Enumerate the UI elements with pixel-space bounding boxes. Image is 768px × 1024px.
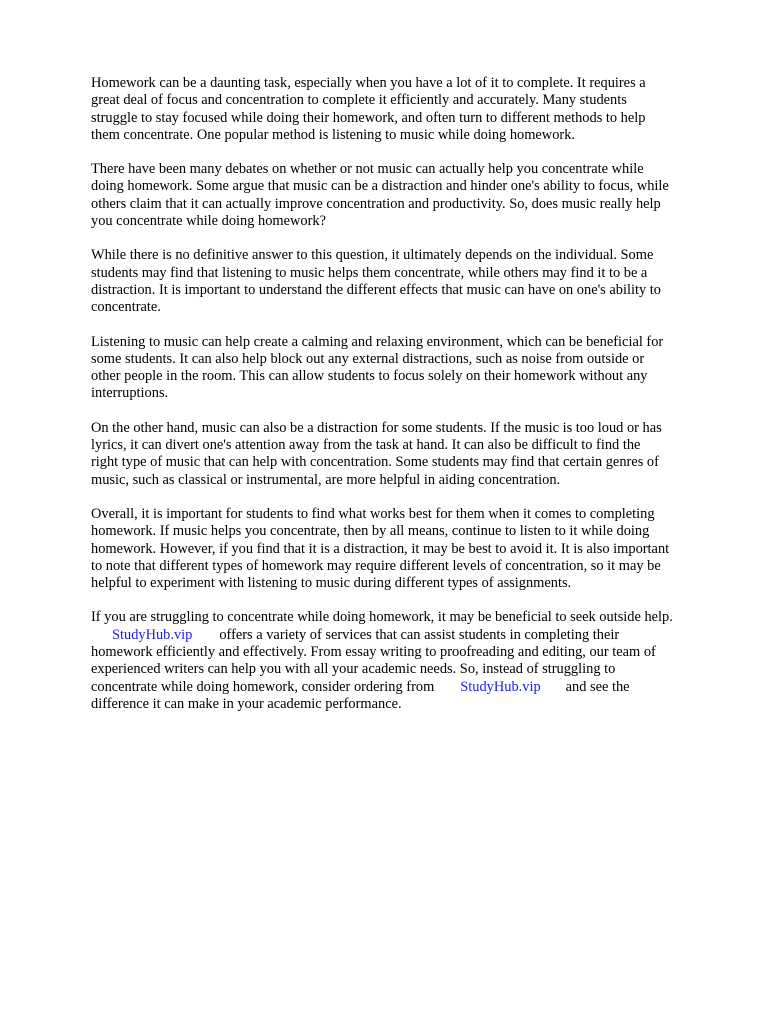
text-line: lyrics, it can divert one's attention away from the task at hand. It can also be difficult to find the <box>91 437 641 454</box>
text-line: Listening to music can help create a calming and relaxing environment, which can be beneficial for <box>91 333 664 350</box>
text-line: experienced writers can help you with all your academic needs. So, instead of struggling to <box>91 661 616 678</box>
studyhub-link-order[interactable]: StudyHub.vip <box>460 678 541 695</box>
text-line: to note that different types of homework may require different levels of concentration, so it may be <box>91 557 661 574</box>
text-segment: concentrate while doing homework, consider ordering from <box>91 678 435 695</box>
text-line: other people in the room. This can allow students to focus solely on their homework without any <box>91 368 648 385</box>
text-line: difference it can make in your academic performance. <box>91 695 402 712</box>
text-line: homework. If music helps you concentrate, then by all means, continue to listen to it while doing <box>91 523 650 540</box>
text-line: Homework can be a daunting task, especially when you have a lot of it to complete. It requires a <box>91 75 646 91</box>
paragraph-debates <box>91 161 731 230</box>
text-line: distraction. It is important to understand the different effects that music can have on one's ability to <box>91 281 661 298</box>
text-line: If you are struggling to concentrate while doing homework, it may be beneficial to seek outside help. <box>91 609 673 626</box>
document-body <box>91 75 731 730</box>
text-line: students may find that listening to music helps them concentrate, while others may find it to be a <box>91 264 648 281</box>
text-line: homework. However, if you find that it is a distraction, it may be best to avoid it. It is also important <box>91 540 670 557</box>
text-line: them concentrate. One popular method is listening to music while doing homework. <box>91 126 575 143</box>
text-line: There have been many debates on whether or not music can actually help you concentrate while <box>91 161 644 178</box>
text-line: struggle to stay focused while doing their homework, and often turn to different methods to help <box>91 109 646 126</box>
text-line: music, such as classical or instrumental, are more helpful in aiding concentration. <box>91 471 561 488</box>
text-line: some students. It can also help block out any external distractions, such as noise from outside or <box>91 350 645 367</box>
text-line: great deal of focus and concentration to complete it efficiently and accurately. Many students <box>91 92 627 109</box>
text-segment: offers a variety of services that can assist students in completing their <box>219 626 620 643</box>
text-line: While there is no definitive answer to this question, it ultimately depends on the individual. Some <box>91 247 654 264</box>
text-line: On the other hand, music can also be a distraction for some students. If the music is too loud or has <box>91 419 662 436</box>
text-line: you concentrate while doing homework? <box>91 213 326 230</box>
text-line: homework efficiently and effectively. From essay writing to proofreading and editing, our team of <box>91 644 656 661</box>
text-line-with-link <box>91 627 731 644</box>
text-line: interruptions. <box>91 385 169 402</box>
paragraph-overall <box>91 506 731 592</box>
paragraph-individual <box>91 247 731 316</box>
text-line: concentrate. <box>91 299 161 316</box>
paragraph-benefits <box>91 334 731 403</box>
text-line: Overall, it is important for students to find what works best for them when it comes to completing <box>91 505 655 522</box>
text-line: others claim that it can actually improve concentration and productivity. So, does music really help <box>91 195 661 212</box>
paragraph-distraction <box>91 420 731 489</box>
paragraph-help <box>91 609 731 713</box>
text-line: doing homework. Some argue that music can be a distraction and hinder one's ability to focus, while <box>91 178 669 195</box>
studyhub-link[interactable]: StudyHub.vip <box>112 626 193 643</box>
text-line: right type of music that can help with concentration. Some students may find that certain genres of <box>91 454 659 471</box>
text-segment: and see the <box>565 678 630 695</box>
text-line-with-link <box>91 679 731 696</box>
text-line: helpful to experiment with listening to music during different types of assignments. <box>91 575 572 592</box>
paragraph-intro <box>91 75 731 144</box>
